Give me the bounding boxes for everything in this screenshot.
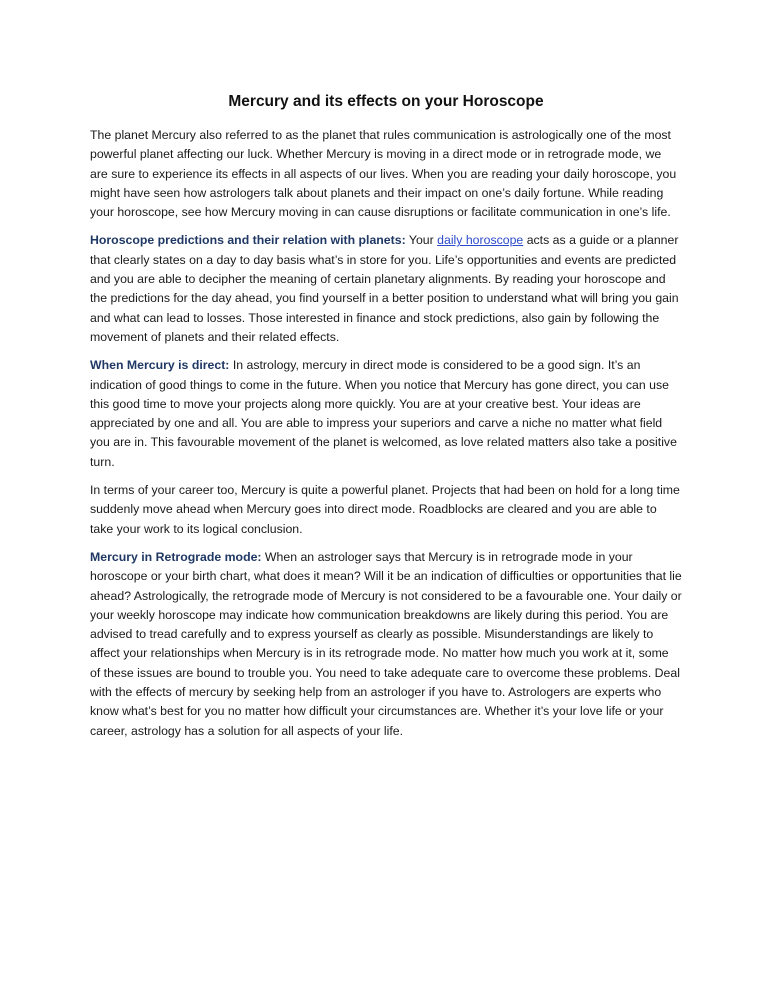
predictions-paragraph: [90, 231, 682, 347]
retrograde-text: When an astrologer says that Mercury is in retrograde mode in your horoscope or your birth chart, what does it mean? Will it be an indication of difficulties or opportunities that lie ahead? Astrologically, the retrograde mode of Mercury is not considered to be a favourable one. Your daily or your weekly horoscope may indicate how communication breakdowns are likely during this period. You are advised to tread carefully and to express yourself as clearly as possible. Misunderstandings are likely to affect your relationships when Mercury is in its retrograde mode. No matter how much you work at it, some of these issues are bound to trouble you. You need to take adequate care to overcome these problems. Deal with the effects of mercury by seeking help from an astrologer if you have to. Astrologers are experts who know what’s best for you no matter how difficult your circumstances are. Whether it’s your love life or your career, astrology has a solution for all aspects of your life.: [90, 549, 682, 738]
predictions-heading: Horoscope predictions and their relation with planets:: [90, 233, 406, 248]
intro-paragraph: The planet Mercury also referred to as the planet that rules communication is astrologically one of the most powerful planet affecting our luck. Whether Mercury is moving in a direct mode or in retrograde mode, we are sure to experience its effects in all aspects of our lives. When you are reading your daily horoscope, you might have seen how astrologers talk about planets and their impact on one’s daily fortune. While reading your horoscope, see how Mercury moving in can cause disruptions or facilitate communication in one’s life.: [90, 128, 677, 220]
direct-paragraph: [90, 356, 682, 472]
direct-text: In astrology, mercury in direct mode is considered to be a good sign. It’s an indication of good things to come in the future. When you notice that Mercury has gone direct, you can use this good time to move your projects along more quickly. You are at your creative best. Your ideas are appreciated by one and all. You are able to impress your superiors and carve a niche no matter what field you are in. This favourable movement of the planet is welcomed, as love related matters also take a positive turn.: [90, 358, 677, 469]
career-paragraph: In terms of your career too, Mercury is quite a powerful planet. Projects that had been on hold for a long time suddenly move ahead when Mercury goes into direct mode. Roadblocks are cleared and you are able to take your work to its logical conclusion.: [90, 483, 680, 536]
daily-horoscope-link[interactable]: daily horoscope: [437, 233, 524, 248]
direct-heading: When Mercury is direct:: [90, 358, 230, 373]
predictions-text-before-link: Your: [405, 233, 438, 248]
document-page: [90, 92, 682, 750]
retrograde-heading: Mercury in Retrograde mode:: [90, 549, 262, 564]
document-title: Mercury and its effects on your Horoscope: [228, 93, 544, 110]
predictions-text: acts as a guide or a planner that clearly states on a day to day basis what’s in store for you. Life’s opportunities and events are predicted and you are able to decipher the meaning of certain planetary alignments. By reading your horoscope and the predictions for the day ahead, you find yourself in a better position to understand what will bring you gain and what can lead to losses. Those interested in finance and stock predictions, also gain by following the movement of planets and their related effects.: [90, 233, 679, 344]
retrograde-paragraph: [90, 548, 682, 741]
